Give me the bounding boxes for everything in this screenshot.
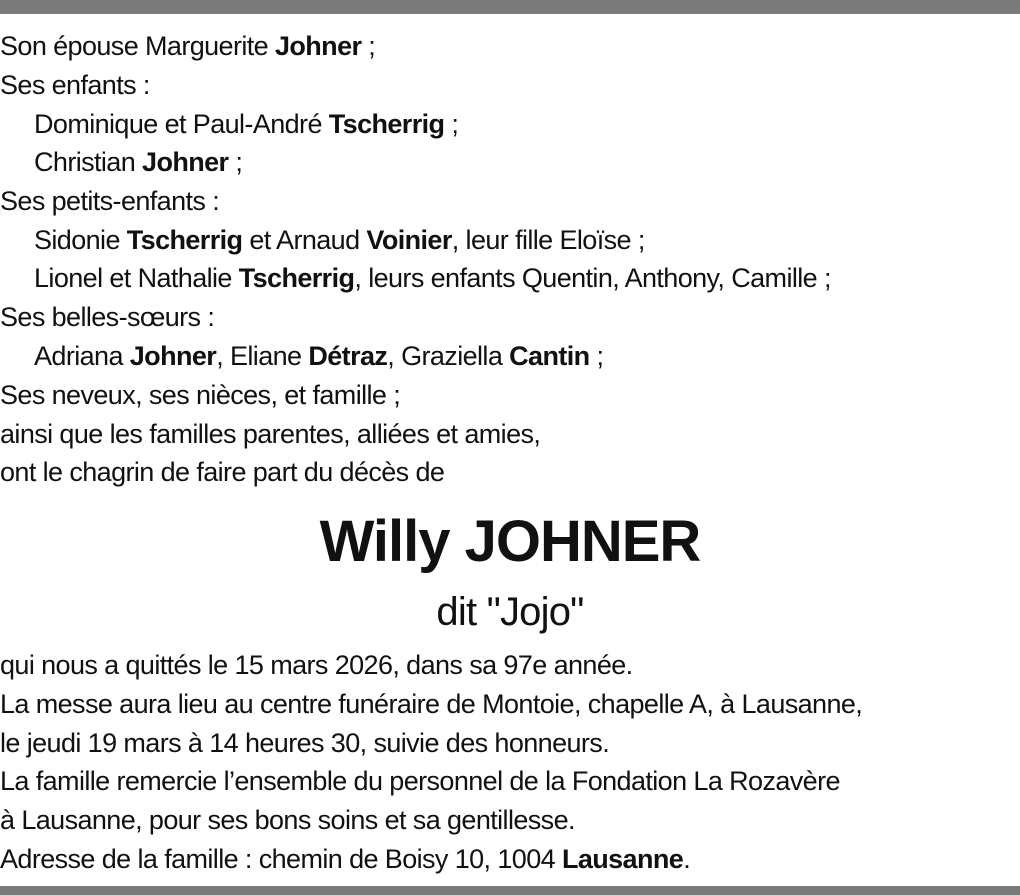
family-line-sisters-in-law: Adriana Johner, Eliane Détraz, Graziella Cantin ; xyxy=(34,341,604,371)
details-line-date: le jeudi 19 mars à 14 heures 30, suivie des honneurs. xyxy=(0,728,610,758)
top-divider xyxy=(0,0,1020,14)
family-line-grandchild-1: Sidonie Tscherrig et Arnaud Voinier, leur fille Eloïse ; xyxy=(34,225,645,255)
family-line-child-1: Dominique et Paul-André Tscherrig ; xyxy=(34,109,459,139)
family-line-children-heading: Ses enfants : xyxy=(0,70,150,100)
family-line-child-2: Christian Johner ; xyxy=(34,147,243,177)
family-line-sisters-in-law-heading: Ses belles-sœurs : xyxy=(0,302,215,332)
family-line-grandchildren-heading: Ses petits-enfants : xyxy=(0,186,220,216)
family-line-grandchild-2: Lionel et Nathalie Tscherrig, leurs enfants Quentin, Anthony, Camille ; xyxy=(34,263,831,293)
family-line-relatives: ainsi que les familles parentes, alliées et amies, xyxy=(0,419,541,449)
family-line-announcement: ont le chagrin de faire part du décès de xyxy=(0,457,445,487)
details-line-thanks: La famille remercie l’ensemble du personnel de la Fondation La Rozavère xyxy=(0,766,840,796)
deceased-nickname: dit "Jojo" xyxy=(436,590,584,634)
family-line-spouse: Son épouse Marguerite Johner ; xyxy=(0,31,376,61)
deceased-name: Willy JOHNER xyxy=(319,509,701,574)
details-line-passing: qui nous a quittés le 15 mars 2026, dans sa 97e année. xyxy=(0,650,633,680)
bottom-divider xyxy=(0,886,1020,895)
details-line-thanks-cont: à Lausanne, pour ses bons soins et sa gentillesse. xyxy=(0,805,575,835)
family-line-nephews: Ses neveux, ses nièces, et famille ; xyxy=(0,380,401,410)
details-line-mass: La messe aura lieu au centre funéraire de Montoie, chapelle A, à Lausanne, xyxy=(0,689,863,719)
details-line-address: Adresse de la famille : chemin de Boisy 10, 1004 Lausanne. xyxy=(0,844,691,874)
